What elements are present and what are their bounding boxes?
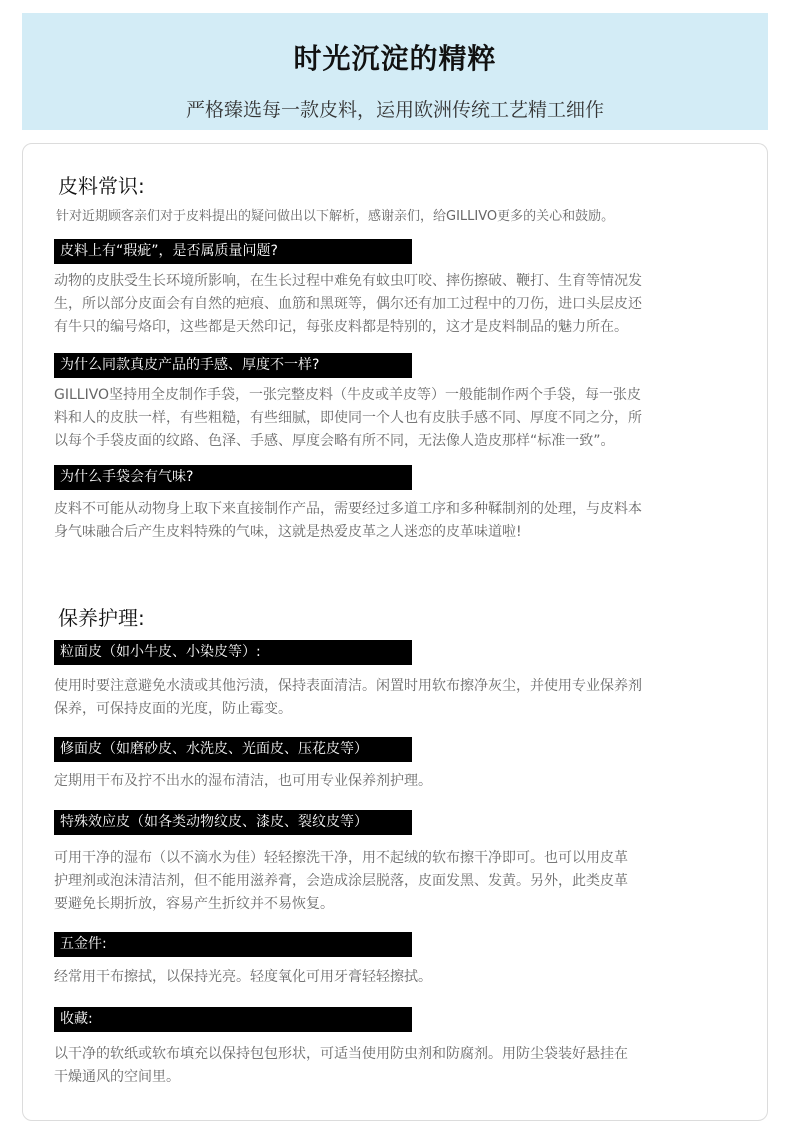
banner-subtitle: 严格臻选每一款皮料，运用欧洲传统工艺精工细作: [185, 99, 604, 121]
knowledge-text-smell: 皮料不可能从动物身上取下来直接制作产品，需要经过多道工序和多种鞣制剂的处理，与皮料本 身气味融合后产生皮料特殊的气味，这就是热爱皮革之人迷恋的皮革味道啦!: [54, 501, 642, 540]
knowledge-intro: 针对近期顾客亲们对于皮料提出的疑问做出以下解析，感谢亲们，给GILLIVO更多的关心和鼓励。: [56, 209, 615, 224]
care-text-corrected: 定期用干布及拧不出水的湿布清洁，也可用专业保养剂护理。: [54, 773, 432, 789]
knowledge-title: 皮料常识:: [58, 174, 145, 198]
knowledge-text-texture: GILLIVO坚持用全皮制作手袋，一张完整皮料（牛皮或羊皮等）一般能制作两个手袋，每一张皮 料和人的皮肤一样，有些粗糙，有些细腻，即使同一个人也有皮肤手感不同、厚度不同之分，所 以每个手袋皮面的纹路、色泽、手感、厚度会略有所不同，无法像人造皮那样“标准一致”。: [54, 387, 642, 449]
knowledge-heading-texture: 为什么同款真皮产品的手感、厚度不一样?: [54, 353, 412, 378]
header-banner: [22, 13, 768, 130]
knowledge-heading-smell: 为什么手袋会有气味?: [54, 465, 412, 490]
care-heading-hardware: 五金件:: [54, 932, 412, 957]
care-text-special: 可用干净的湿布（以不滴水为佳）轻轻擦洗干净，用不起绒的软布擦干净即可。也可以用皮革 护理剂或泡沫清洁剂，但不能用滋养膏，会造成涂层脱落，皮面发黑、发黄。另外，此类皮革 要避免长期折放，容易产生折纹并不易恢复。: [54, 850, 628, 912]
care-heading-special: 特殊效应皮（如各类动物纹皮、漆皮、裂纹皮等）: [54, 810, 412, 835]
care-title: 保养护理:: [58, 606, 145, 630]
care-heading-storage: 收藏:: [54, 1007, 412, 1032]
knowledge-heading-flaws: 皮料上有“瑕疵”，是否属质量问题?: [54, 239, 412, 264]
care-text-storage: 以干净的软纸或软布填充以保持包包形状，可适当使用防虫剂和防腐剂。用防尘袋装好悬挂在 干燥通风的空间里。: [54, 1046, 628, 1085]
knowledge-text-flaws: 动物的皮肤受生长环境所影响，在生长过程中难免有蚊虫叮咬、摔伤擦破、鞭打、生育等情况发 生，所以部分皮面会有自然的疤痕、血筋和黑斑等，偶尔还有加工过程中的刀伤，进口头层皮还 有牛只的编号烙印，这些都是天然印记，每张皮料都是特别的，这才是皮料制品的魅力所在。: [54, 273, 642, 335]
care-heading-corrected: 修面皮（如磨砂皮、水洗皮、光面皮、压花皮等）: [54, 737, 412, 762]
banner-title: 时光沉淀的精粹: [293, 42, 497, 75]
care-text-hardware: 经常用干布擦拭，以保持光亮。轻度氧化可用牙膏轻轻擦拭。: [54, 969, 432, 985]
care-text-grain: 使用时要注意避免水渍或其他污渍，保持表面清洁。闲置时用软布擦净灰尘，并使用专业保养剂 保养，可保持皮面的光度，防止霉变。: [54, 678, 642, 717]
care-heading-grain: 粒面皮（如小牛皮、小染皮等）:: [54, 640, 412, 665]
